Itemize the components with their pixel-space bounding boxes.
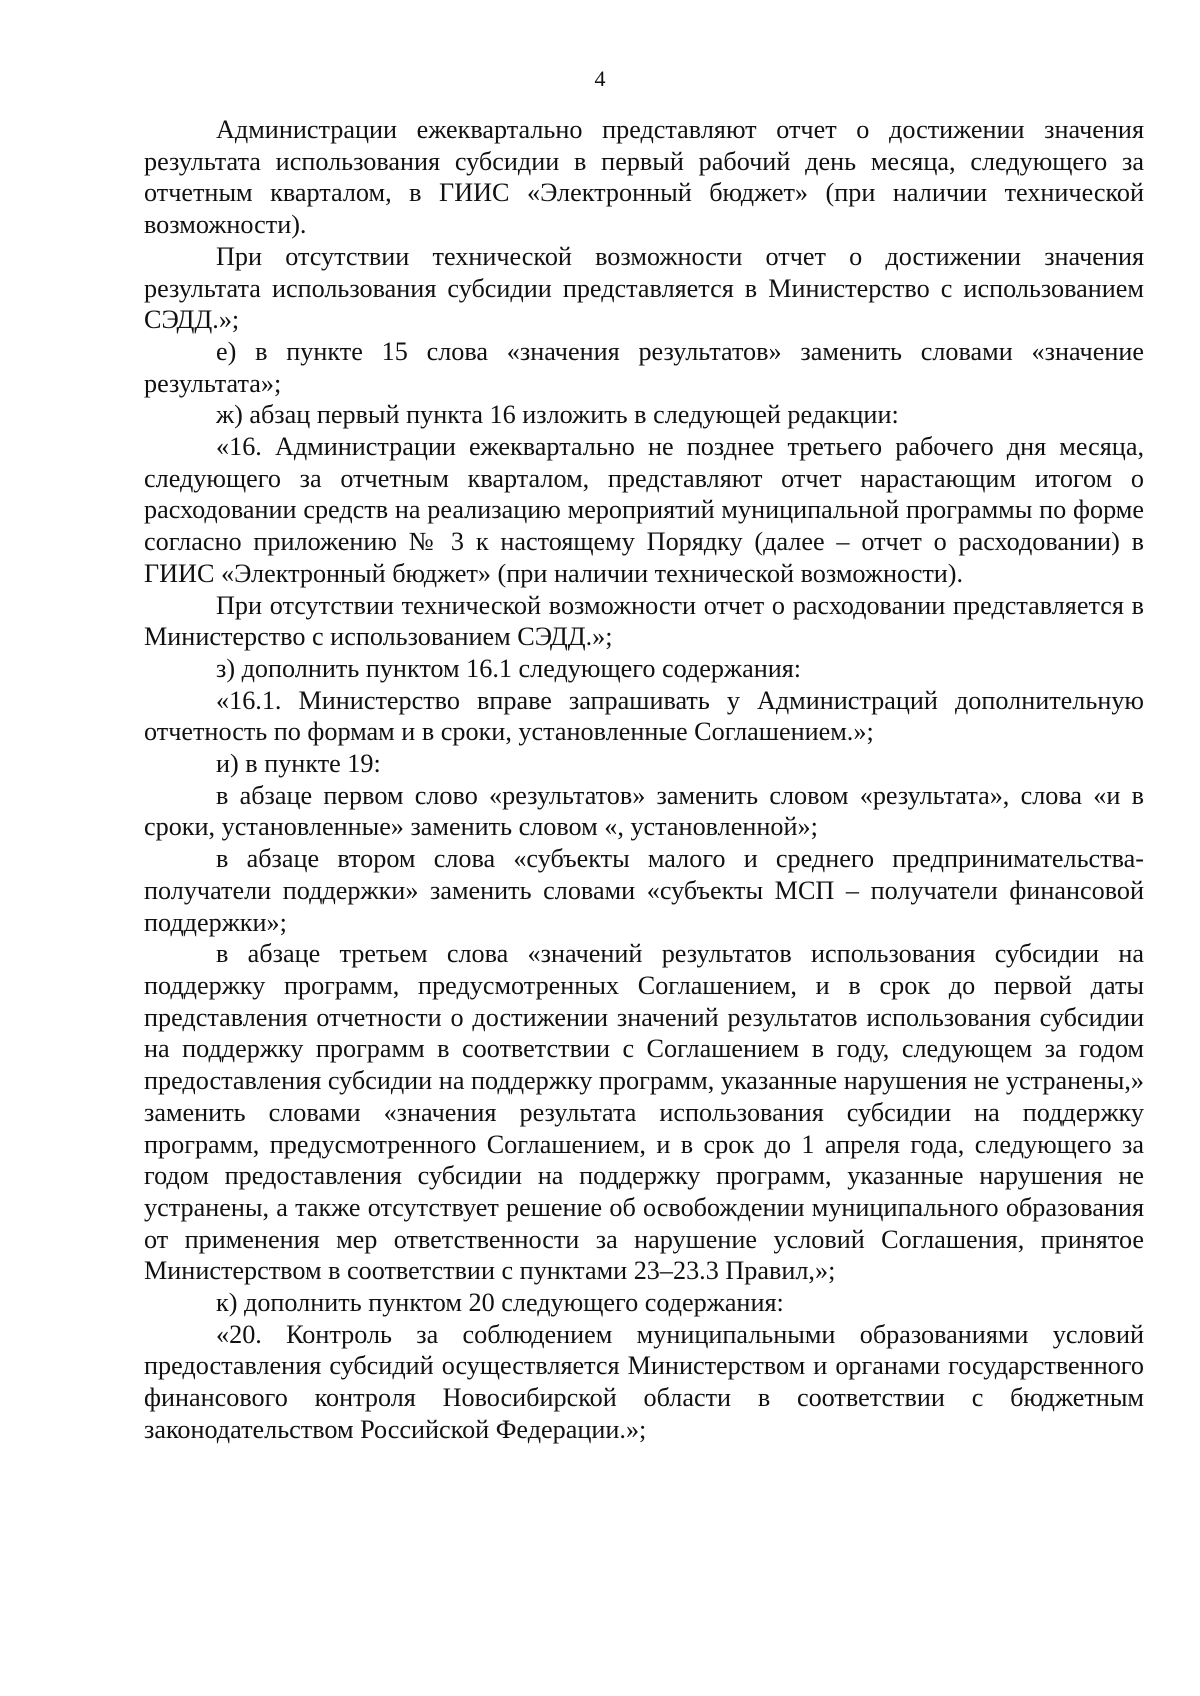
paragraph: в абзаце третьем слова «значений результатов использования субсидии на поддержку программ, предусмотренных Соглашением, и в срок до первой даты представления отчетности о достижении значений результатов использования субсидии на поддержку программ в соответствии с Соглашением в году, следующем за годом предоставления субсидии на поддержку программ, указанные нарушения не устранены,» заменить словами «значения результата использования субсидии на поддержку программ, предусмотренного Соглашением, и в срок до 1 апреля года, следующего за годом предоставления субсидии на поддержку программ, указанные нарушения не устранены, а также отсутствует решение об освобождении муниципального образования от применения мер ответственности за нарушение условий Соглашения, принятое Министерством в соответствии с пунктами 23–23.3 Правил,»; bbox=[144, 939, 1144, 1286]
paragraph: в абзаце первом слово «результатов» заменить словом «результата», слова «и в сроки, установленные» заменить словом «, установленной»; bbox=[144, 780, 1144, 842]
paragraph: е) в пункте 15 слова «значения результатов» заменить словами «значение результата»; bbox=[144, 336, 1144, 398]
paragraph: и) в пункте 19: bbox=[216, 749, 381, 779]
paragraph: ж) абзац первый пункта 16 изложить в следующей редакции: bbox=[216, 400, 899, 430]
paragraph: к) дополнить пунктом 20 следующего содержания: bbox=[216, 1288, 784, 1318]
page-number: 4 bbox=[594, 66, 606, 91]
paragraph: «16. Администрации ежеквартально не позднее третьего рабочего дня месяца, следующего за отчетным кварталом, представляют отчет нарастающим итогом о расходовании средств на реализацию мероприятий муниципальной программы по форме согласно приложению № 3 к настоящему Порядку (далее – отчет о расходовании) в ГИИС «Электронный бюджет» (при наличии технической возможности). bbox=[144, 432, 1144, 588]
paragraph: з) дополнить пунктом 16.1 следующего содержания: bbox=[216, 653, 802, 683]
paragraph: Администрации ежеквартально представляют отчет о достижении значения результата использования субсидии в первый рабочий день месяца, следующего за отчетным кварталом, в ГИИС «Электронный бюджет» (при наличии технической возможности). bbox=[144, 115, 1144, 240]
document-body bbox=[144, 114, 1144, 1446]
paragraph: При отсутствии технической возможности отчет о расходовании представляется в Министерство с использованием СЭДД.»; bbox=[144, 590, 1144, 652]
paragraph: При отсутствии технической возможности отчет о достижении значения результата использования субсидии представляется в Министерство с использованием СЭДД.»; bbox=[144, 241, 1144, 335]
paragraph: «16.1. Министерство вправе запрашивать у Администраций дополнительную отчетность по формам и в сроки, установленные Соглашением.»; bbox=[144, 685, 1144, 747]
paragraph: «20. Контроль за соблюдением муниципальными образованиями условий предоставления субсидий осуществляется Министерством и органами государственного финансового контроля Новосибирской области в соответствии с бюджетным законодательством Российской Федерации.»; bbox=[144, 1319, 1144, 1444]
paragraph: в абзаце втором слова «субъекты малого и среднего предпринимательства-получатели поддержки» заменить словами «субъекты МСП – получатели финансовой поддержки»; bbox=[144, 844, 1144, 937]
